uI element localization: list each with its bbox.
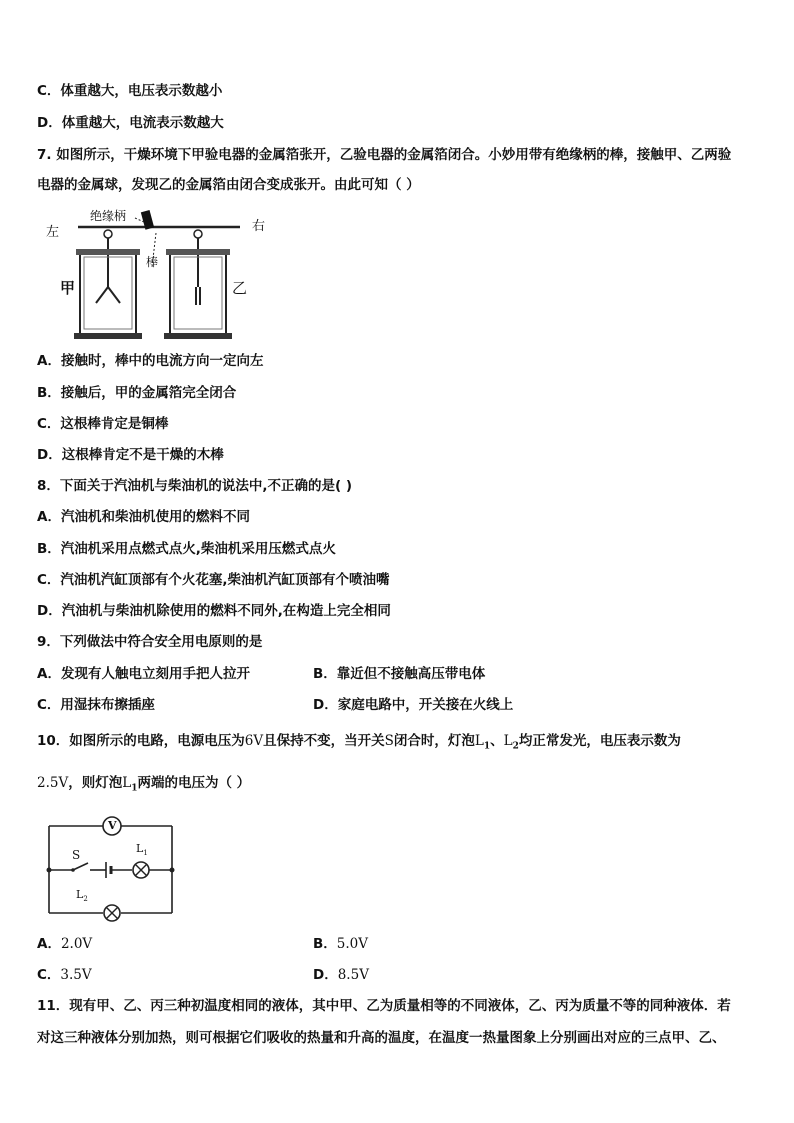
figure-label-yi: 乙 bbox=[232, 279, 248, 297]
q9-stem: 9．下列做法中符合安全用电原则的是 bbox=[37, 634, 263, 650]
q10-lamp1-sub: 1 bbox=[483, 741, 491, 752]
lamp1-label bbox=[136, 842, 148, 857]
figure-label-handle: 绝缘柄 bbox=[90, 209, 127, 223]
q10-option-c-label: C． bbox=[37, 967, 61, 983]
q10-option-a-value: 2.0V bbox=[60, 936, 93, 952]
q10-switch-symbol: S bbox=[384, 733, 394, 749]
q10-lamp1-symbol-2: L bbox=[122, 775, 132, 791]
yi-top-plate bbox=[166, 249, 230, 255]
lamp1-label-letter: L bbox=[136, 842, 144, 855]
q10-option-d bbox=[313, 966, 369, 984]
voltmeter-label: V bbox=[108, 819, 117, 832]
q7-option-b: B．接触后，甲的金属箔完全闭合 bbox=[37, 385, 237, 401]
q10-stem-c: 闭合时，灯泡 bbox=[393, 733, 475, 749]
q10-option-b bbox=[313, 935, 368, 953]
q9-option-a: A．发现有人触电立刻用手把人拉开 bbox=[37, 666, 250, 682]
q10-meter-voltage: 2.5V bbox=[37, 775, 69, 791]
q8-option-c: C．汽油机汽缸顶部有个火花塞,柴油机汽缸顶部有个喷油嘴 bbox=[37, 572, 390, 588]
q10-option-d-label: D． bbox=[313, 967, 338, 983]
jia-top-plate bbox=[76, 249, 140, 255]
q11-stem-line2: 对这三种液体分别加热，则可根据它们吸收的热量和升高的温度，在温度一热量图象上分别画出对应的三点甲、乙、 bbox=[37, 1030, 726, 1046]
q10-stem-b: 且保持不变，当开关 bbox=[263, 733, 385, 749]
q10-option-c-value: 3.5V bbox=[60, 967, 92, 983]
jia-metal-ball bbox=[104, 230, 112, 238]
q10-option-c bbox=[37, 966, 92, 984]
q10-source-voltage: 6V bbox=[244, 733, 264, 749]
q7-option-c: C．这根棒肯定是铜棒 bbox=[37, 416, 169, 432]
q10-lamp2-sub: 2 bbox=[512, 741, 519, 752]
jia-foil-right bbox=[108, 287, 120, 303]
q7-stem-line2: 电器的金属球，发现乙的金属箔由闭合变成张开。由此可知（ ） bbox=[37, 177, 420, 193]
q8-option-a: A．汽油机和柴油机使用的燃料不同 bbox=[37, 509, 250, 525]
jia-base bbox=[74, 333, 142, 339]
figure-label-rod: 棒 bbox=[146, 255, 159, 269]
lamp2-label bbox=[76, 888, 88, 903]
q6-option-c: C．体重越大，电压表示数越小 bbox=[37, 83, 223, 99]
lamp2-label-sub: 2 bbox=[83, 895, 88, 904]
q6-option-d: D．体重越大，电流表示数越大 bbox=[37, 115, 224, 131]
q10-stem-line1 bbox=[37, 732, 681, 756]
q9-option-d: D．家庭电路中，开关接在火线上 bbox=[313, 697, 514, 713]
yi-base bbox=[164, 333, 232, 339]
q10-option-b-value: 5.0V bbox=[336, 936, 369, 952]
q10-stem-f: 两端的电压为（ ） bbox=[137, 775, 251, 791]
figure-label-jia: 甲 bbox=[60, 279, 76, 297]
switch-pivot bbox=[71, 868, 75, 872]
switch-label: S bbox=[72, 848, 81, 862]
jia-foil-left bbox=[96, 287, 108, 303]
figure-label-left: 左 bbox=[46, 225, 60, 240]
figure-label-right: 右 bbox=[252, 219, 266, 234]
q8-option-b: B．汽油机采用点燃式点火,柴油机采用压燃式点火 bbox=[37, 541, 336, 557]
q7-option-d: D．这根棒肯定不是干燥的木棒 bbox=[37, 447, 224, 463]
q10-separator: 、 bbox=[490, 733, 504, 749]
q10-stem-d: 均正常发光，电压表示数为 bbox=[518, 733, 681, 749]
electroscope-diagram bbox=[40, 205, 280, 345]
q11-stem-line1: 11．现有甲、乙、丙三种初温度相同的液体，其中甲、乙为质量相等的不同液体，乙、丙为质量不等的同种液体．若 bbox=[37, 998, 731, 1014]
q10-circuit-figure bbox=[40, 812, 190, 924]
yi-metal-ball bbox=[194, 230, 202, 238]
q10-stem-line2 bbox=[37, 774, 250, 798]
q7-option-a: A．接触时，棒中的电流方向一定向左 bbox=[37, 353, 264, 369]
q10-option-b-label: B． bbox=[313, 936, 337, 952]
switch-blade bbox=[73, 863, 88, 870]
q10-stem-e: ，则灯泡 bbox=[68, 775, 123, 791]
q9-option-c: C．用湿抹布擦插座 bbox=[37, 697, 155, 713]
q10-lamp2-symbol: L bbox=[503, 733, 513, 749]
q7-stem-line1: 7. 如图所示，干燥环境下甲验电器的金属箔张开，乙验电器的金属箔闭合。小妙用带有绝缘柄的棒，接触甲、乙两验 bbox=[37, 147, 732, 163]
q9-option-b: B．靠近但不接触高压带电体 bbox=[313, 666, 486, 682]
lamp2-label-letter: L bbox=[76, 888, 84, 901]
q10-option-a-label: A． bbox=[37, 936, 61, 952]
q10-lamp1-symbol: L bbox=[474, 733, 484, 749]
q7-figure-electroscopes bbox=[40, 205, 280, 345]
junction-right bbox=[170, 868, 175, 873]
q8-stem: 8．下面关于汽油机与柴油机的说法中,不正确的是( ) bbox=[37, 478, 353, 494]
q10-stem-a: 10．如图所示的电路，电源电压为 bbox=[37, 733, 245, 749]
q10-option-a bbox=[37, 935, 92, 953]
q10-lamp1-sub-2: 1 bbox=[131, 783, 138, 794]
lamp1-label-sub: 1 bbox=[143, 849, 148, 858]
junction-left bbox=[47, 868, 52, 873]
q8-option-d: D．汽油机与柴油机除使用的燃料不同外,在构造上完全相同 bbox=[37, 603, 391, 619]
q10-option-d-value: 8.5V bbox=[337, 967, 369, 983]
